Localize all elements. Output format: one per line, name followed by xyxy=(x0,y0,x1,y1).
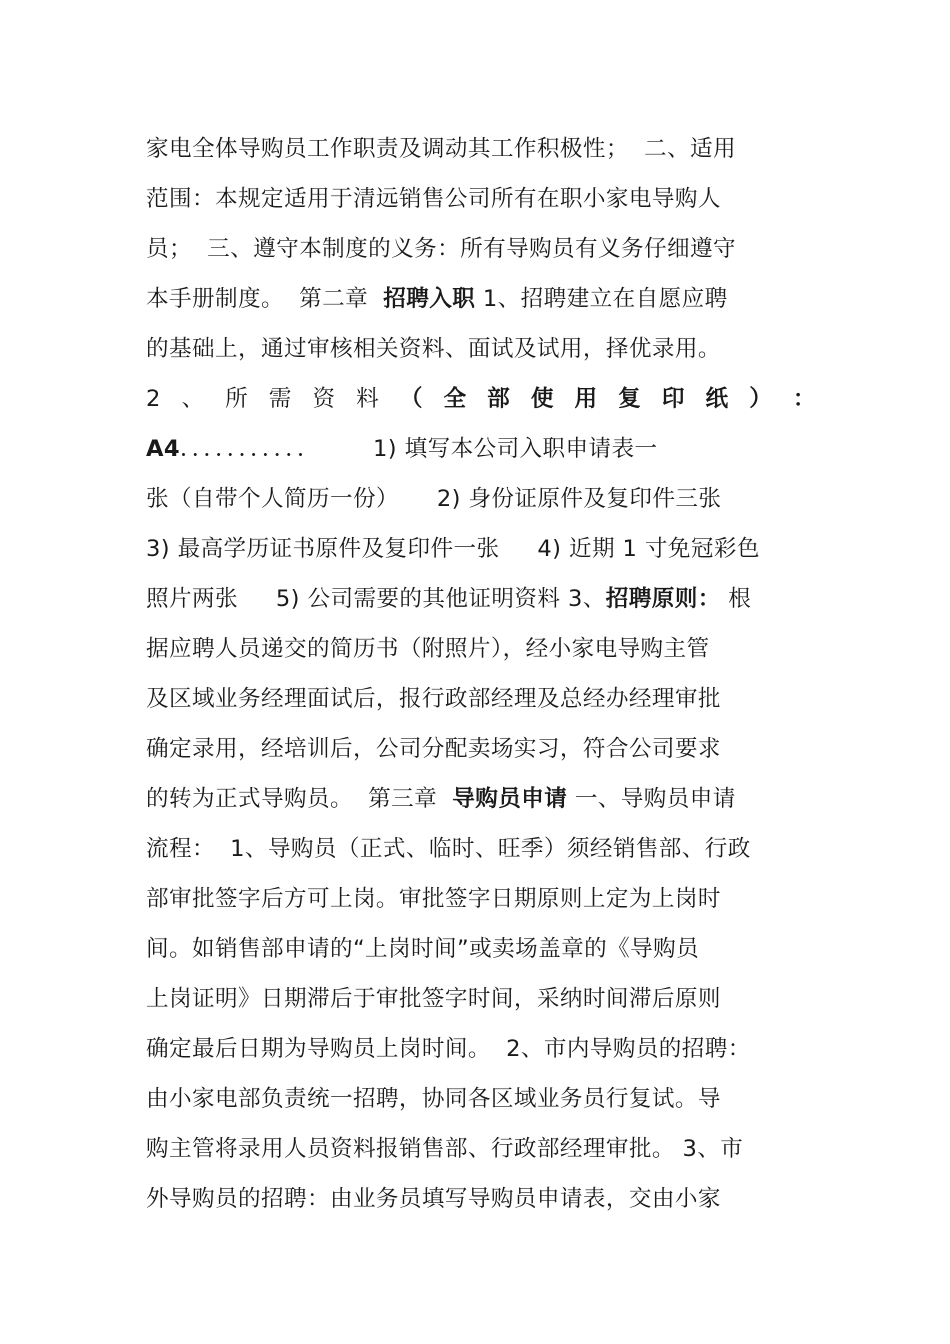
text-line xyxy=(146,724,816,774)
text-line xyxy=(146,874,816,924)
text-line xyxy=(146,1124,816,1174)
text-char: 2 xyxy=(146,386,161,412)
text-line xyxy=(146,324,816,374)
text-line xyxy=(146,774,816,824)
text-line xyxy=(146,624,816,674)
bold-heading-text: 招聘入职 xyxy=(383,286,476,312)
text-segment: 间。如销售部申请的“上岗时间”或卖场盖章的《导购员 xyxy=(146,936,700,962)
text-char: 用 xyxy=(574,386,598,412)
text-segment: 本手册制度。 第二章 xyxy=(146,286,384,312)
text-char: 纸 xyxy=(705,386,729,412)
text-line xyxy=(146,974,816,1024)
text-segment: 根 xyxy=(720,586,752,612)
text-line xyxy=(146,924,816,974)
text-line xyxy=(146,1074,816,1124)
text-line xyxy=(146,474,816,524)
text-segment: 1、招聘建立在自愿应聘 xyxy=(475,286,728,312)
text-segment: 外导购员的招聘：由业务员填写导购员申请表，交由小家 xyxy=(146,1186,721,1212)
text-segment: 一、导购员申请 xyxy=(567,786,736,812)
text-line xyxy=(146,424,816,474)
text-char: 全 xyxy=(443,386,467,412)
text-char: 需 xyxy=(268,386,292,412)
text-line xyxy=(146,224,816,274)
text-line xyxy=(146,1024,816,1074)
text-segment: 部审批签字后方可上岗。审批签字日期原则上定为上岗时 xyxy=(146,886,721,912)
text-segment: 确定录用，经培训后，公司分配卖场实习，符合公司要求 xyxy=(146,736,721,762)
text-char: 料 xyxy=(356,386,380,412)
text-line xyxy=(146,674,816,724)
text-char: 、 xyxy=(181,386,205,412)
bold-heading-text: 导购员申请 xyxy=(452,786,568,812)
document-body xyxy=(146,124,816,1224)
text-char: 资 xyxy=(312,386,336,412)
text-segment: 3) 最高学历证书原件及复印件一张 4) 近期 1 寸免冠彩色 xyxy=(146,536,760,562)
text-char: ： xyxy=(792,386,816,412)
text-char: 复 xyxy=(618,386,642,412)
text-segment: 上岗证明》日期滞后于审批签字时间，采纳时间滞后原则 xyxy=(146,986,721,1012)
text-char: 印 xyxy=(661,386,685,412)
text-line xyxy=(146,574,816,624)
text-line xyxy=(146,1174,816,1224)
text-line xyxy=(146,174,816,224)
text-segment: 的基础上，通过审核相关资料、面试及试用，择优录用。 xyxy=(146,336,721,362)
text-segment: 购主管将录用人员资料报销售部、行政部经理审批。 3、市 xyxy=(146,1136,744,1162)
text-line xyxy=(146,824,816,874)
text-line xyxy=(146,374,816,424)
text-segment: 照片两张 5) 公司需要的其他证明资料 3、 xyxy=(146,586,606,612)
text-char: 使 xyxy=(530,386,554,412)
text-segment: 张（自带个人简历一份） 2) 身份证原件及复印件三张 xyxy=(146,486,722,512)
text-segment: 及区域业务经理面试后，报行政部经理及总经办经理审批 xyxy=(146,686,721,712)
text-segment: 员； 三、遵守本制度的义务：所有导购员有义务仔细遵守 xyxy=(146,236,737,262)
text-segment: 由小家电部负责统一招聘，协同各区域业务员行复试。导 xyxy=(146,1086,721,1112)
text-char: （ xyxy=(399,386,423,412)
text-line xyxy=(146,524,816,574)
text-segment: 的转为正式导购员。 第三章 xyxy=(146,786,453,812)
text-char: 部 xyxy=(487,386,511,412)
text-line xyxy=(146,274,816,324)
bold-heading-text: A4 xyxy=(146,436,181,462)
text-char: ） xyxy=(749,386,773,412)
text-char: 所 xyxy=(225,386,249,412)
bold-heading-text: 招聘原则： xyxy=(605,586,721,612)
text-segment: ．．．．．．．．．．． 1) 填写本公司入职申请表一 xyxy=(180,436,658,462)
text-segment: 据应聘人员递交的简历书（附照片），经小家电导购主管 xyxy=(146,636,710,662)
text-segment: 确定最后日期为导购员上岗时间。 2、市内导购员的招聘： xyxy=(146,1036,751,1062)
text-segment: 家电全体导购员工作职责及调动其工作积极性； 二、适用 xyxy=(146,136,737,162)
text-segment: 范围：本规定适用于清远销售公司所有在职小家电导购人 xyxy=(146,186,721,212)
text-segment: 流程： 1、导购员（正式、临时、旺季）须经销售部、行政 xyxy=(146,836,751,862)
text-line xyxy=(146,124,816,174)
